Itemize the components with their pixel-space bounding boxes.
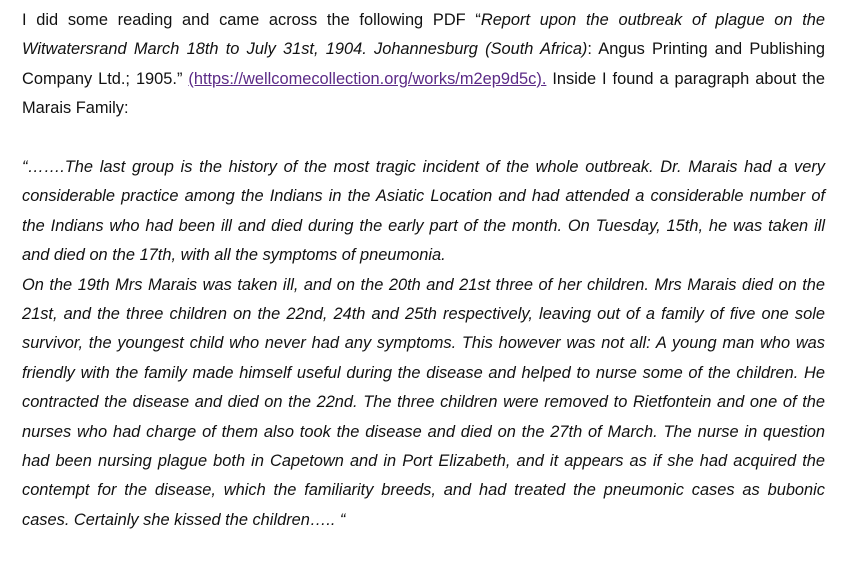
document-body <box>22 6 825 535</box>
report-title: Report upon the outbreak of plague on the Witwatersrand March 18th to July 31st, 1904. Johannesburg (South Africa) <box>22 11 826 59</box>
quote-paragraph-2: On the 19th Mrs Marais was taken ill, and on the 20th and 21st three of her children. Mrs Marais died on the 21st, and the three children on the 22nd, 24th and 25th respectively, leaving out of a family of five one sole survivor, the youngest child who never had any symptoms. This however was not all: A young man who was friendly with the family made himself useful during the disease and helped to nurse some of the children. He contracted the disease and died on the 22nd. The three children were removed to Rietfontein and one of the nurses who had charge of them also took the disease and died on the 27th of March. The nurse in question had been nursing plague both in Capetown and in Port Elizabeth, and it appears as if she had acquired the contempt for the disease, which the familiarity breeds, and had treated the pneumonic cases as bubonic cases. Certainly she kissed the children….. “ <box>22 275 825 529</box>
intro-text-start: I did some reading and came across the following PDF “ <box>22 11 481 29</box>
intro-publisher-text: : Angus Printing and Publishing Company Ltd.; 1905.” <box>22 40 825 88</box>
quote-paragraph-1: “…….The last group is the history of the most tragic incident of the whole outbreak. Dr. Marais had a very considerable practice among the Indians in the Asiatic Location and had attended a considerable number of the Indians who had been ill and died during the early part of the month. On Tuesday, 15th, he was taken ill and died on the 17th, with all the symptoms of pneumonia. <box>22 158 825 265</box>
intro-paragraph <box>22 6 825 124</box>
intro-text-end: Inside I found a paragraph about the Marais Family: <box>22 69 825 118</box>
wellcome-collection-link[interactable]: (https://wellcomecollection.org/works/m2ep9d5c). <box>188 69 547 88</box>
paragraph-spacer <box>22 124 825 153</box>
